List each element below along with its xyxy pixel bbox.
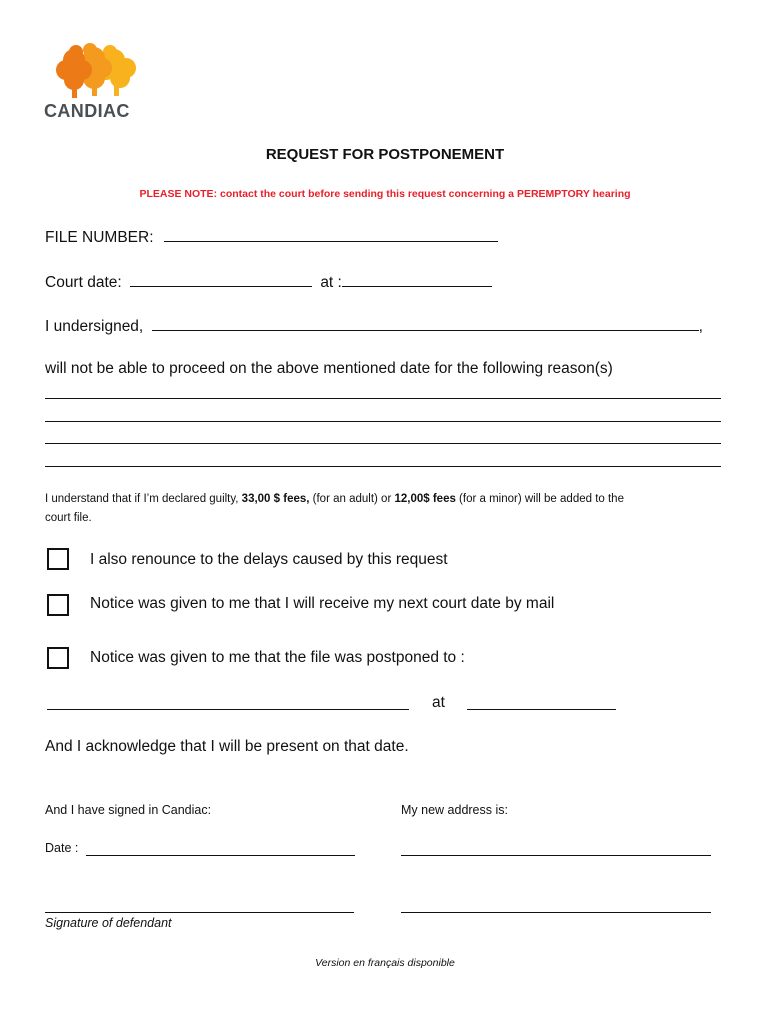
signed-in-label: And I have signed in Candiac: — [45, 803, 212, 817]
notice-by-mail-checkbox[interactable] — [47, 594, 69, 616]
fees-notice — [45, 490, 624, 528]
fees-text-part: (for a minor) will be added to the — [455, 493, 624, 505]
page-title: REQUEST FOR POSTPONEMENT — [265, 146, 505, 163]
undersigned-name-field[interactable] — [152, 316, 699, 331]
address-line-2[interactable] — [401, 912, 711, 913]
undersigned-comma: , — [698, 318, 703, 335]
postponed-time-field[interactable] — [467, 709, 616, 710]
reason-line[interactable] — [45, 421, 721, 422]
signature-label: Signature of defendant — [45, 916, 172, 930]
postponed-at-label: at — [432, 694, 445, 711]
logo-wordmark: CANDIAC — [44, 101, 130, 121]
address-line-1[interactable] — [401, 855, 711, 856]
fees-text-part: court file. — [45, 512, 92, 524]
court-date-field[interactable] — [130, 272, 312, 287]
file-number-row — [45, 227, 498, 247]
undersigned-row — [45, 316, 703, 336]
court-time-label: at : — [320, 274, 342, 291]
file-number-label: FILE NUMBER: — [45, 229, 154, 246]
reason-line[interactable] — [45, 443, 721, 444]
renounce-delays-checkbox[interactable] — [47, 548, 69, 570]
minor-fee: 12,00$ fees — [394, 493, 456, 505]
fees-text-part: I understand that if I’m declared guilty, — [45, 493, 242, 505]
peremptory-note: PLEASE NOTE: contact the court before sending this request concerning a PEREMPTORY hearing — [139, 188, 631, 200]
court-time-field[interactable] — [342, 272, 492, 287]
acknowledge-text: And I acknowledge that I will be present on that date. — [45, 738, 409, 755]
file-number-field[interactable] — [164, 227, 498, 242]
new-address-label: My new address is: — [401, 803, 508, 817]
adult-fee: 33,00 $ fees, — [241, 493, 310, 505]
reason-line[interactable] — [45, 466, 721, 467]
reason-text: will not be able to proceed on the above mentioned date for the following reason(s) — [45, 360, 613, 377]
checkbox-label: I also renounce to the delays caused by this request — [90, 551, 448, 568]
date-field[interactable] — [86, 855, 355, 856]
court-date-label: Court date: — [45, 274, 122, 291]
checkbox-label: Notice was given to me that the file was postponed to : — [90, 649, 465, 666]
court-date-row — [45, 272, 492, 292]
date-label: Date : — [45, 841, 79, 855]
signature-field[interactable] — [45, 912, 354, 913]
reason-line[interactable] — [45, 398, 721, 399]
fees-text-part: (for an adult) or — [309, 493, 395, 505]
checkbox-label: Notice was given to me that I will receive my next court date by mail — [90, 595, 555, 612]
postponed-date-field[interactable] — [47, 709, 409, 710]
undersigned-label: I undersigned, — [45, 318, 144, 335]
postponed-to-checkbox[interactable] — [47, 647, 69, 669]
version-note: Version en français disponible — [315, 957, 455, 969]
